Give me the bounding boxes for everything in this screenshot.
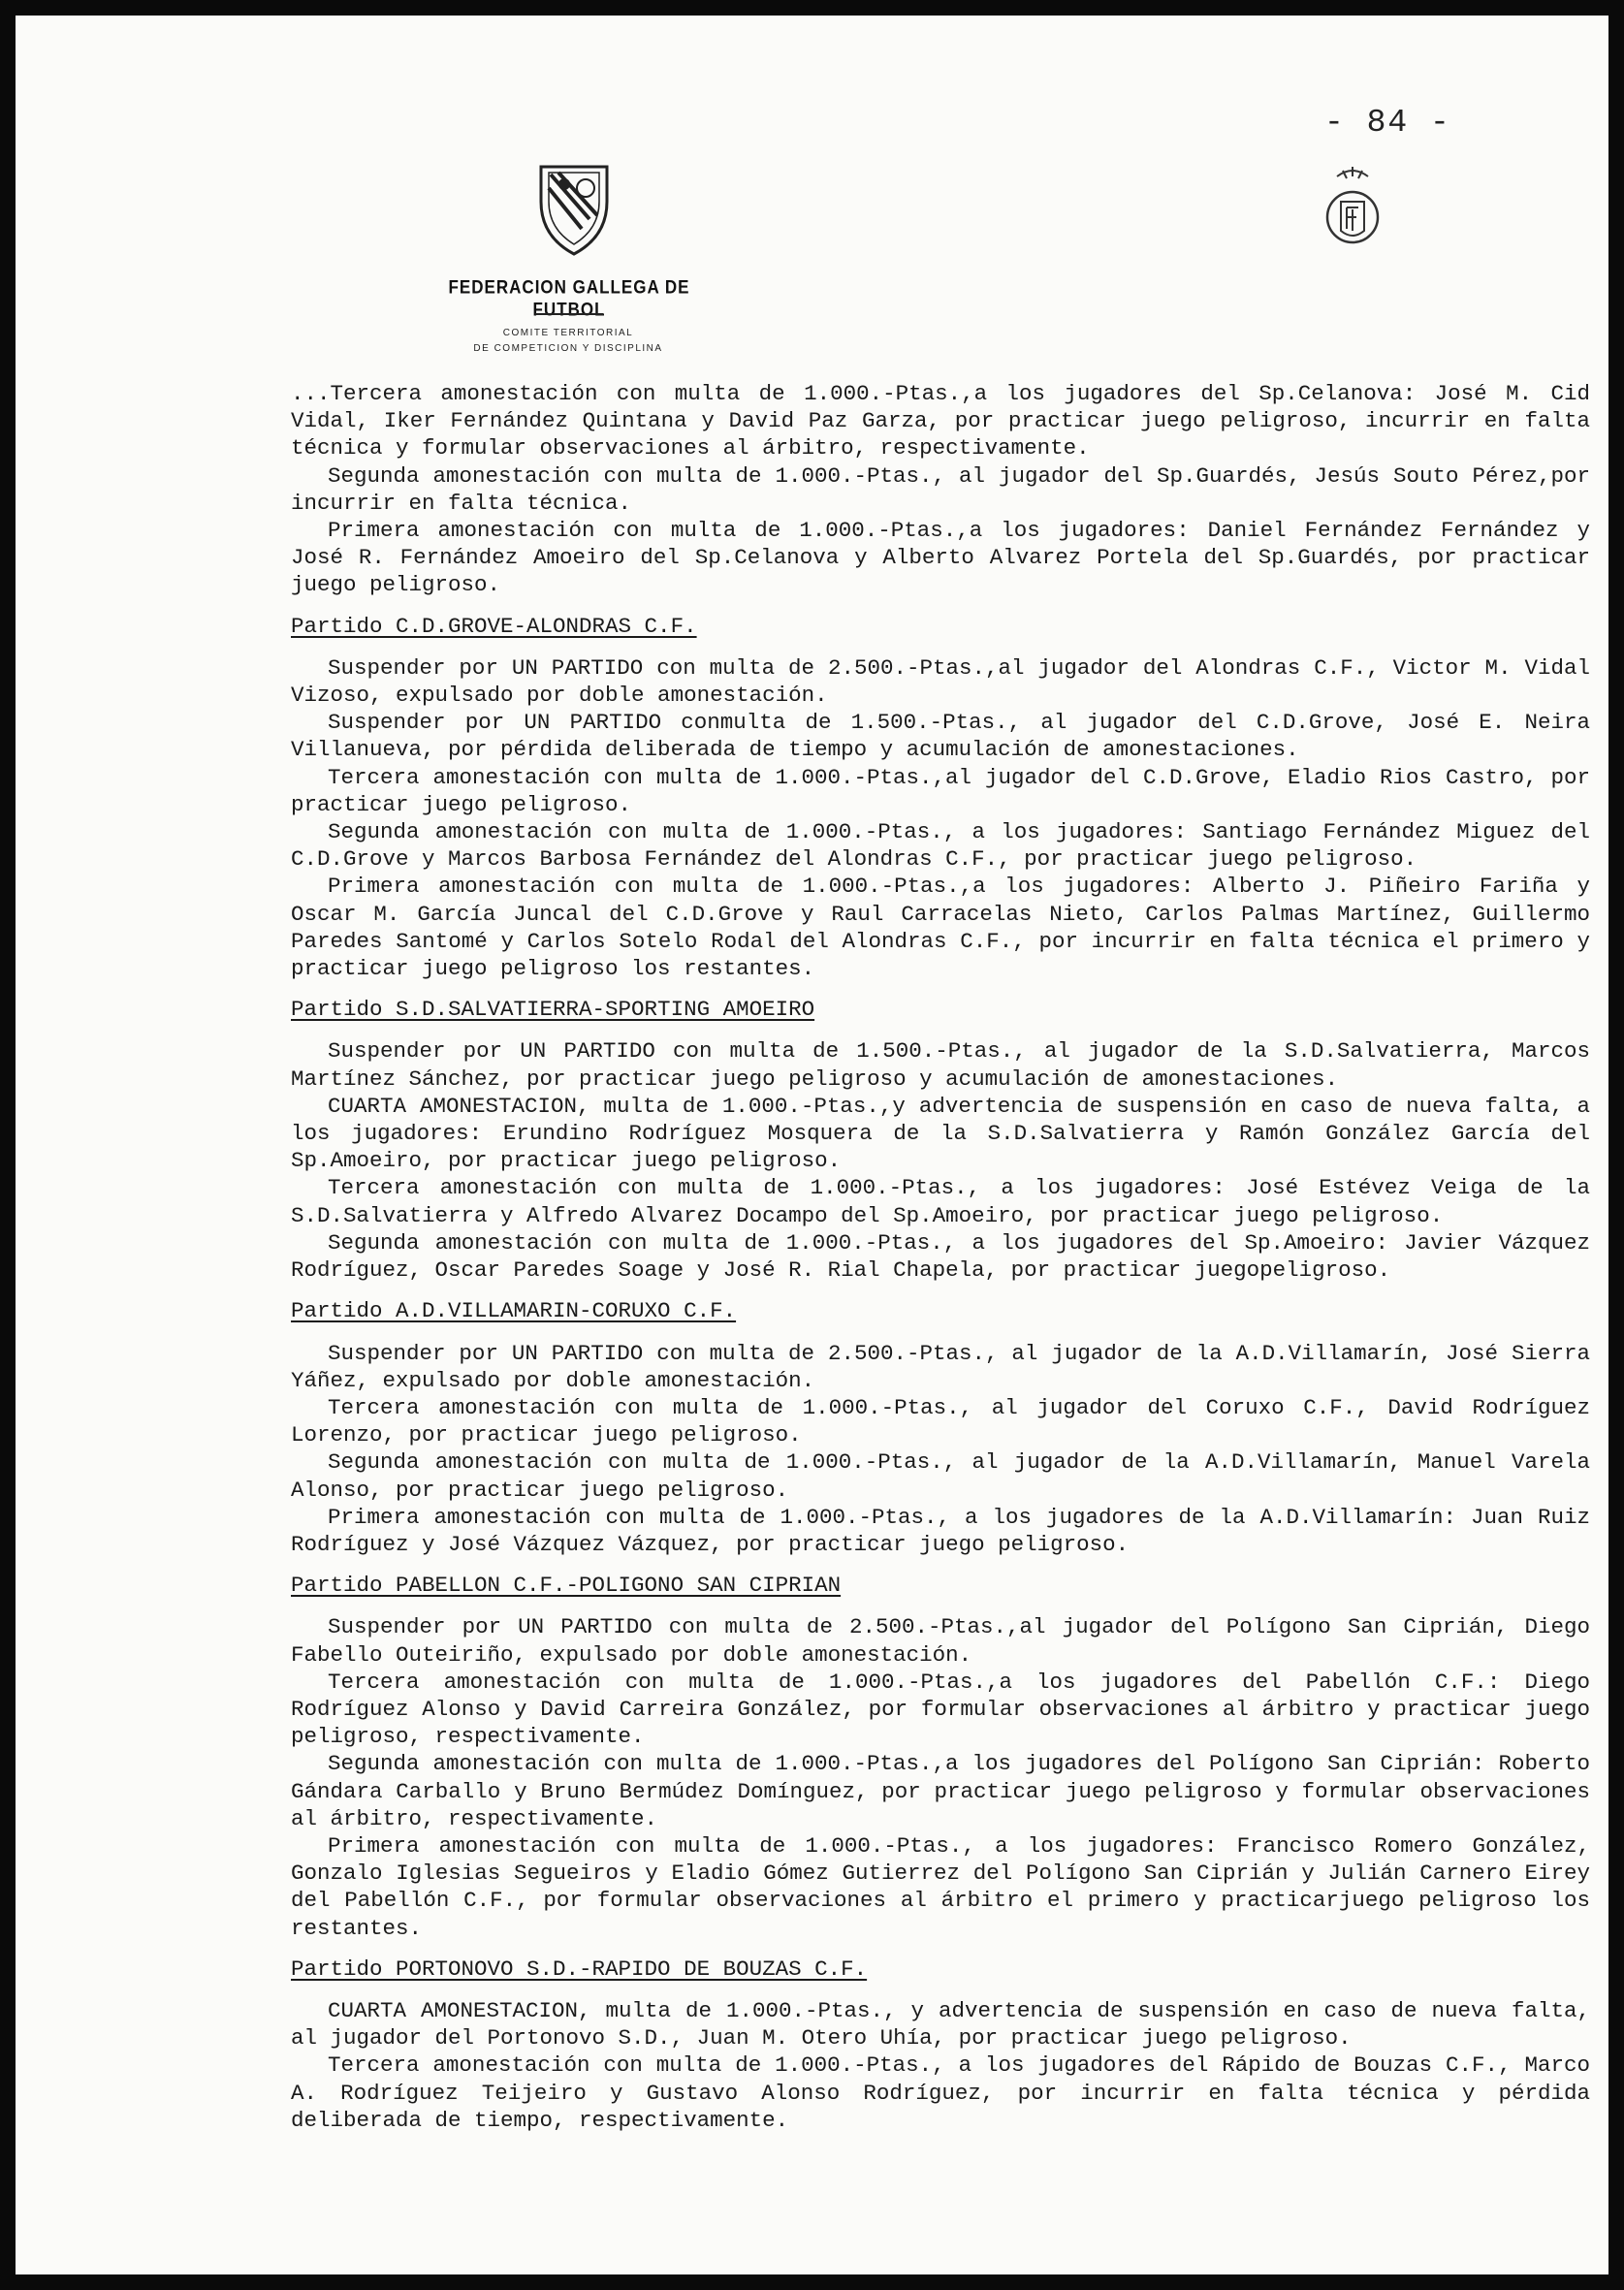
sanction-paragraph: Suspender por UN PARTIDO conmulta de 1.500.-Ptas., al jugador del C.D.Grove, José E. Neira Villanueva, por pérdida deliberada de tiempo y acumulación de amonestaciones. xyxy=(291,710,1590,763)
sanction-paragraph: Segunda amonestación con multa de 1.000.-Ptas., a los jugadores del Sp.Amoeiro: Javier Vázquez Rodríguez, Oscar Paredes Soage y José R. Rial Chapela, por practicar juegopeligroso. xyxy=(291,1229,1590,1284)
intro-paragraph: Segunda amonestación con multa de 1.000.-Ptas., al jugador del Sp.Guardés, Jesús Souto Pérez,por incurrir en falta técnica. xyxy=(291,462,1590,516)
federation-name: FEDERACION GALLEGA DE FUTBOL xyxy=(448,276,690,320)
page-number: - 84 - xyxy=(1324,105,1451,141)
match-title: Partido S.D.SALVATIERRA-SPORTING AMOEIRO xyxy=(291,997,815,1023)
sanction-paragraph: Tercera amonestación con multa de 1.000.-Ptas.,al jugador del C.D.Grove, Eladio Rios Castro, por practicar juego peligroso. xyxy=(291,764,1590,817)
match-section xyxy=(291,1949,1590,2134)
sanction-paragraph: CUARTA AMONESTACION, multa de 1.000.-Ptas.,y advertencia de suspensión en caso de nueva falta, a los jugadores: Erundino Rodríguez Mosquera de la S.D.Salvatierra y Ramón González García del Sp.Amoeiro, por practicar juego peligroso. xyxy=(291,1093,1590,1174)
document-body xyxy=(291,380,1590,2141)
match-section xyxy=(291,1565,1590,1942)
intro-section xyxy=(291,380,1590,599)
header-divider xyxy=(535,313,603,315)
sanction-paragraph: Primera amonestación con multa de 1.000.-Ptas., a los jugadores de la A.D.Villamarín: Juan Ruiz Rodríguez y José Vázquez Vázquez, por practicar juego peligroso. xyxy=(291,1504,1590,1557)
match-title: Partido PABELLON C.F.-POLIGONO SAN CIPRIAN xyxy=(291,1573,842,1599)
committee-line-1: COMITE TERRITORIAL xyxy=(502,328,634,338)
sanction-paragraph: Primera amonestación con multa de 1.000.-Ptas., a los jugadores: Francisco Romero González, Gonzalo Iglesias Segueiros y Eladio Gómez Gutierrez del Polígono San Ciprián y Julián Carnero Eirey del Pabellón C.F., por formular observaciones al árbitro el primero y practicarjuego peligroso los restantes. xyxy=(291,1832,1590,1941)
sanction-paragraph: Segunda amonestación con multa de 1.000.-Ptas., al jugador de la A.D.Villamarín, Manuel Varela Alonso, por practicar juego peligroso. xyxy=(291,1449,1590,1503)
match-title: Partido PORTONOVO S.D.-RAPIDO DE BOUZAS C.F. xyxy=(291,1956,868,1982)
sanction-paragraph: CUARTA AMONESTACION, multa de 1.000.-Ptas., y advertencia de suspensión en caso de nueva falta, al jugador del Portonovo S.D., Juan M. Otero Uhía, por practicar juego peligroso. xyxy=(291,1997,1590,2051)
sanction-paragraph: Tercera amonestación con multa de 1.000.-Ptas.,a los jugadores del Pabellón C.F.: Diego Rodríguez Alonso y David Carreira González, por formular observaciones al árbitro y practicar juego peligroso, respectivamente. xyxy=(291,1669,1590,1750)
match-title: Partido A.D.VILLAMARIN-CORUXO C.F. xyxy=(291,1298,737,1324)
sanction-paragraph: Tercera amonestación con multa de 1.000.-Ptas., al jugador del Coruxo C.F., David Rodríguez Lorenzo, por practicar juego peligroso. xyxy=(291,1394,1590,1448)
sanction-paragraph: Tercera amonestación con multa de 1.000.-Ptas., a los jugadores: José Estévez Veiga de la S.D.Salvatierra y Alfredo Alvarez Docampo del Sp.Amoeiro, por practicar juego peligroso. xyxy=(291,1175,1590,1228)
sanction-paragraph: Suspender por UN PARTIDO con multa de 2.500.-Ptas.,al jugador del Polígono San Ciprián, Diego Fabello Outeiriño, expulsado por doble amonestación. xyxy=(291,1614,1590,1668)
sanction-paragraph: Segunda amonestación con multa de 1.000.-Ptas., a los jugadores: Santiago Fernández Miguez del C.D.Grove y Marcos Barbosa Fernández del Alondras C.F., por practicar juego peligroso. xyxy=(291,819,1590,873)
sanction-paragraph: Tercera amonestación con multa de 1.000.-Ptas., a los jugadores del Rápido de Bouzas C.F., Marco A. Rodríguez Teijeiro y Gustavo Alonso Rodríguez, por incurrir en falta técnica y pérdida deliberada de tiempo, respectivamente. xyxy=(291,2052,1590,2133)
match-title: Partido C.D.GROVE-ALONDRAS C.F. xyxy=(291,613,697,639)
match-section xyxy=(291,1290,1590,1558)
document-page xyxy=(16,16,1608,2274)
match-section xyxy=(291,989,1590,1284)
intro-paragraph: Primera amonestación con multa de 1.000.-Ptas.,a los jugadores: Daniel Fernández Fernández y José R. Fernández Amoeiro del Sp.Celanova y Alberto Alvarez Portela del Sp.Guardés, por practicar juego peligroso. xyxy=(291,518,1590,598)
match-section xyxy=(291,606,1590,983)
committee-name xyxy=(423,326,714,357)
sanction-paragraph: Suspender por UN PARTIDO con multa de 2.500.-Ptas., al jugador de la A.D.Villamarín, José Sierra Yáñez, expulsado por doble amonestación. xyxy=(291,1340,1590,1393)
sanction-paragraph: Suspender por UN PARTIDO con multa de 1.500.-Ptas., al jugador de la S.D.Salvatierra, Marcos Martínez Sánchez, por practicar juego peligroso y acumulación de amonestaciones. xyxy=(291,1038,1590,1092)
federation-seal-icon xyxy=(1314,163,1391,255)
sanction-paragraph: Suspender por UN PARTIDO con multa de 2.500.-Ptas.,al jugador del Alondras C.F., Victor M. Vidal Vizoso, expulsado por doble amonestación. xyxy=(291,654,1590,709)
sanction-paragraph: Segunda amonestación con multa de 1.000.-Ptas.,a los jugadores del Polígono San Ciprián: Roberto Gándara Carballo y Bruno Bermúdez Domínguez, por practicar juego peligroso y formular observaciones al árbitro, respectivamente. xyxy=(291,1751,1590,1831)
committee-line-2: DE COMPETICION Y DISCIPLINA xyxy=(473,343,663,354)
shield-crest-icon xyxy=(535,161,613,258)
sanction-paragraph: Primera amonestación con multa de 1.000.-Ptas.,a los jugadores: Alberto J. Piñeiro Fariña y Oscar M. García Juncal del C.D.Grove y Raul Carracelas Nieto, Carlos Palmas Martínez, Guillermo Paredes Santomé y Carlos Sotelo Rodal del Alondras C.F., por incurrir en falta técnica el primero y practicar juego peligroso los restantes. xyxy=(291,874,1590,982)
intro-paragraph: ...Tercera amonestación con multa de 1.000.-Ptas.,a los jugadores del Sp.Celanova: José M. Cid Vidal, Iker Fernández Quintana y David Paz Garza, por practicar juego peligroso, incurrir en falta técnica y formular observaciones al árbitro, respectivamente. xyxy=(291,381,1590,461)
